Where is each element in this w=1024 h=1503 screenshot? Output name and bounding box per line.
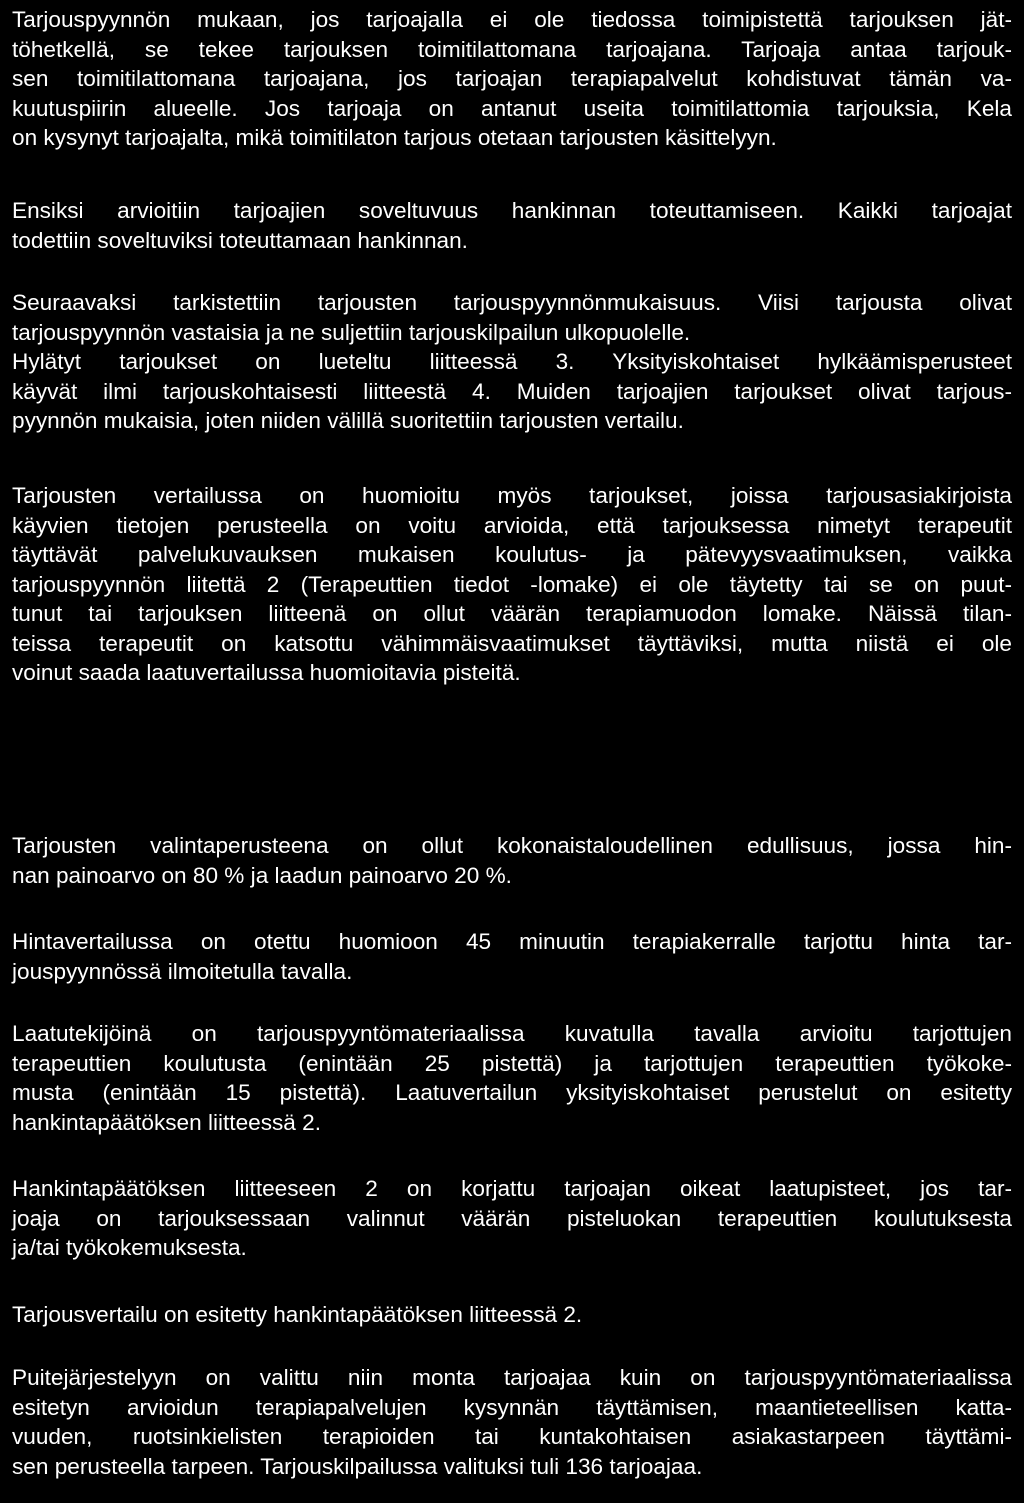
paragraph-valintaperuste [12, 831, 1012, 890]
paragraph-toimitilaton-tarjous [12, 5, 1012, 153]
text-line: Seuraavaksi tarkistettiin tarjousten tarjouspyynnönmukaisuus. Viisi tarjousta olivat [12, 290, 1012, 315]
text-line: musta (enintään 15 pistettä). Laatuvertailun yksityiskohtaiset perustelut on esitetty [12, 1080, 1012, 1105]
text-line: joaja on tarjouksessaan valinnut väärän pisteluokan terapeuttien koulutuksesta [12, 1205, 1012, 1231]
paragraph-puitejarjestely [12, 1363, 1012, 1481]
text-line: ja/tai työkokemuksesta. [12, 1235, 247, 1260]
text-line: Hankintapäätöksen liitteeseen 2 on korjattu tarjoajan oikeat laatupisteet, jos tar- [12, 1176, 1012, 1201]
text-line: hankintapäätöksen liitteessä 2. [12, 1109, 321, 1135]
text-line: sen toimitilattomana tarjoajana, jos tarjoajan terapiapalvelut kohdistuvat tämän va- [12, 66, 1012, 91]
text-line: todettiin soveltuviksi toteuttamaan hankinnan. [12, 227, 468, 253]
paragraph-tarjouspyynnonmukaisuus [12, 288, 1012, 436]
paragraph-soveltuvuus [12, 196, 1012, 255]
text-line: Puitejärjestelyyn on valittu niin monta tarjoajaa kuin on tarjouspyyntömateriaalissa [12, 1365, 1012, 1390]
text-line: Tarjousten valintaperusteena on ollut kokonaistaloudellinen edullisuus, jossa hin- [12, 833, 1012, 858]
text-line: Tarjousten vertailussa on huomioitu myös tarjoukset, joissa tarjousasiakirjoista [12, 483, 1012, 508]
text-line: jouspyynnössä ilmoitetulla tavalla. [12, 958, 353, 984]
text-line: esitetyn arvioidun terapiapalvelujen kysynnän täyttämisen, maantieteellisen katta- [12, 1394, 1012, 1420]
text-line: voinut saada laatuvertailussa huomioitavia pisteitä. [12, 660, 521, 685]
text-line: teissa terapeutit on katsottu vähimmäisvaatimukset täyttäviksi, mutta niistä ei ole [12, 630, 1012, 656]
text-line: Laatutekijöinä on tarjouspyyntömateriaalissa kuvatulla tavalla arvioitu tarjottujen [12, 1021, 1012, 1046]
paragraph-tarjousvertailu [12, 1300, 1012, 1330]
text-line: Ensiksi arvioitiin tarjoajien soveltuvuus hankinnan toteuttamiseen. Kaikki tarjoajat [12, 198, 1012, 223]
text-line: Hintavertailussa on otettu huomioon 45 minuutin terapiakerralle tarjottu hinta tar- [12, 929, 1012, 954]
text-line: Hylätyt tarjoukset on lueteltu liitteessä 3. Yksityiskohtaiset hylkäämisperusteet [12, 349, 1012, 374]
text-line: tunut tai tarjouksen liitteenä on ollut väärän terapiamuodon lomake. Näissä tilan- [12, 601, 1012, 626]
paragraph-tarjousten-vertailu [12, 481, 1012, 688]
text-line: täyttävät palvelukuvauksen mukaisen koulutus- ja pätevyysvaatimuksen, vaikka [12, 542, 1012, 567]
text-line: Tarjouspyynnön mukaan, jos tarjoajalla ei ole tiedossa toimipistettä tarjouksen jät- [12, 7, 1012, 32]
text-line: sen perusteella tarpeen. Tarjouskilpailussa valituksi tuli 136 tarjoajaa. [12, 1453, 703, 1479]
text-line: tarjouspyynnön vastaisia ja ne suljettiin tarjouskilpailun ulkopuolelle. [12, 319, 691, 345]
text-line: tarjouspyynnön liitettä 2 (Terapeuttien tiedot -lomake) ei ole täytetty tai se on puut- [12, 571, 1012, 597]
text-line: töhetkellä, se tekee tarjouksen toimitilattomana tarjoajana. Tarjoaja antaa tarjouk- [12, 36, 1012, 62]
text-line: käyvien tietojen perusteella on voitu arvioida, että tarjouksessa nimetyt terapeutit [12, 512, 1012, 538]
paragraph-laatutekijat [12, 1019, 1012, 1137]
text-line: käyvät ilmi tarjouskohtaisesti liitteestä 4. Muiden tarjoajien tarjoukset olivat tarjous- [12, 378, 1012, 404]
text-line: Tarjousvertailu on esitetty hankintapäätöksen liitteessä 2. [12, 1302, 583, 1327]
text-line: nan painoarvo on 80 % ja laadun painoarvo 20 %. [12, 862, 512, 888]
paragraph-laatupisteet-korjaus [12, 1174, 1012, 1263]
text-line: pyynnön mukaisia, joten niiden välillä suoritettiin tarjousten vertailu. [12, 408, 684, 433]
text-line: kuutuspiirin alueelle. Jos tarjoaja on antanut useita toimitilattomia tarjouksia, Kela [12, 95, 1012, 121]
text-line: terapeuttien koulutusta (enintään 25 pistettä) ja tarjottujen terapeuttien työkoke- [12, 1050, 1012, 1076]
text-line: vuuden, ruotsinkielisten terapioiden tai kuntakohtaisen asiakastarpeen täyttämi- [12, 1424, 1012, 1449]
text-line: on kysynyt tarjoajalta, mikä toimitilaton tarjous otetaan tarjousten käsittelyyn. [12, 125, 777, 150]
paragraph-hintavertailu [12, 927, 1012, 986]
